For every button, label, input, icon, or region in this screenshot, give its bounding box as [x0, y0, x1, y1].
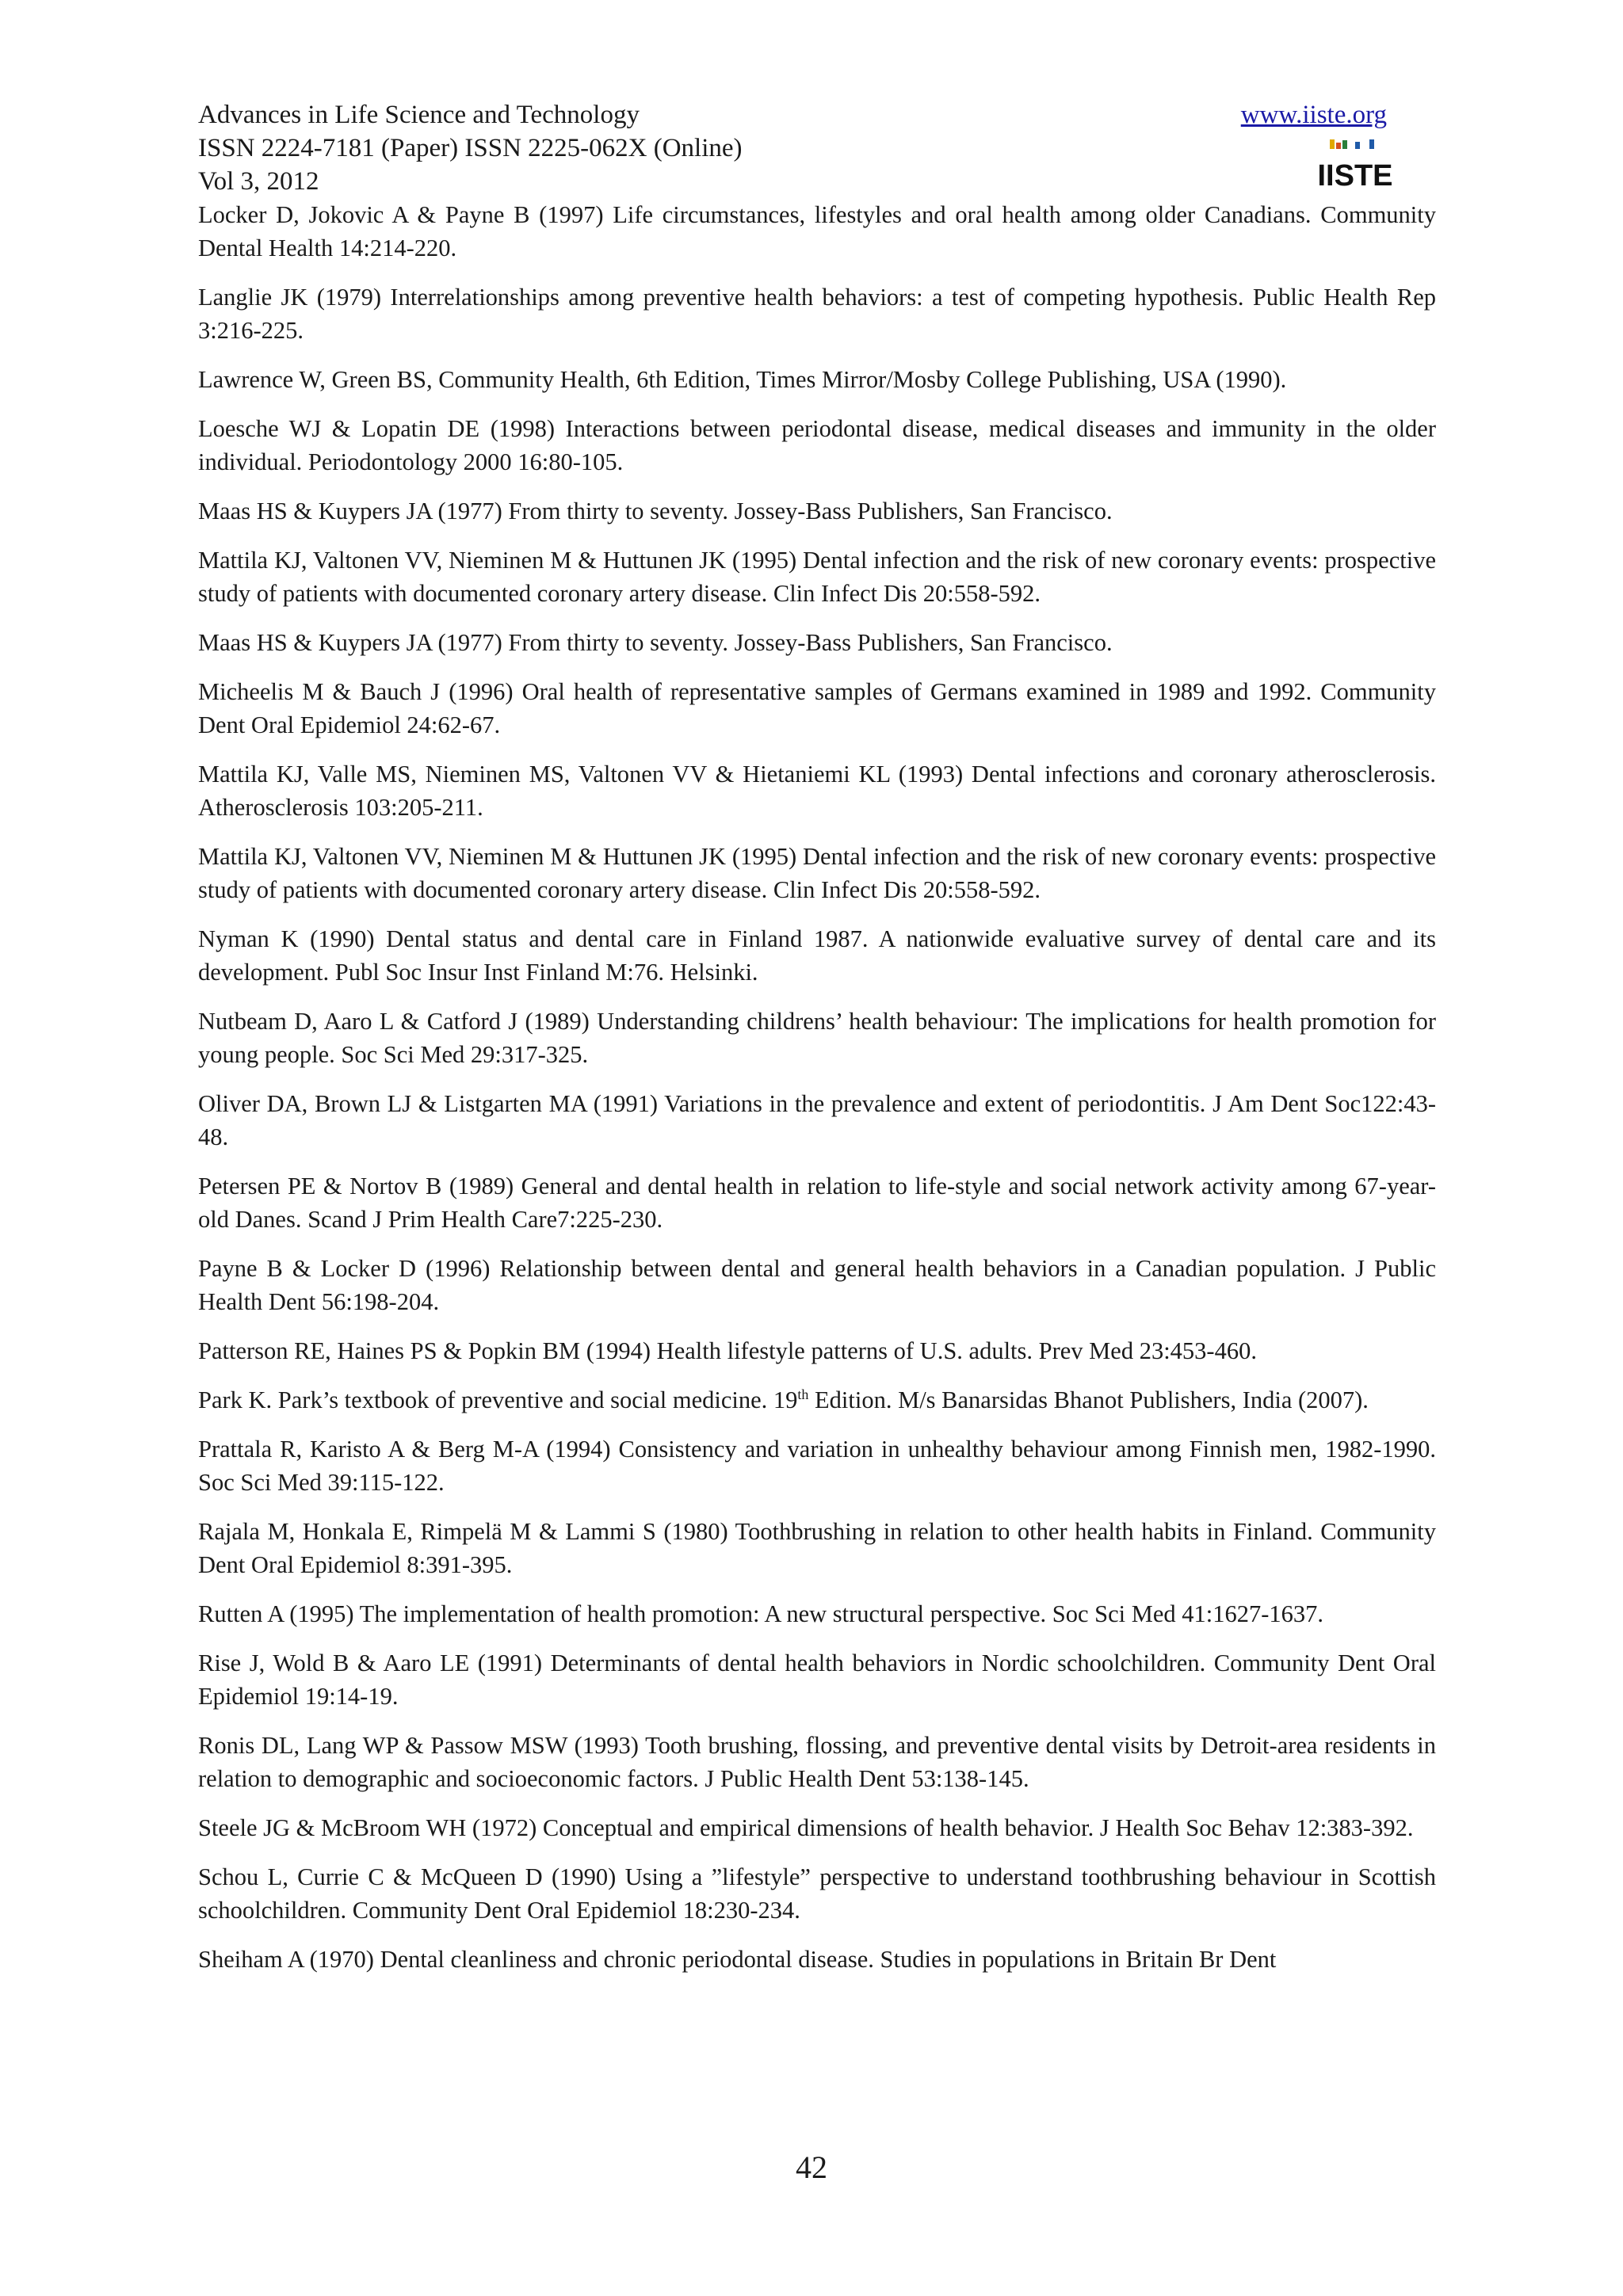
logo-bar [1342, 140, 1347, 149]
logo-text: IISTE [1317, 159, 1393, 193]
reference-list [198, 198, 1436, 1992]
edition-superscript: th [797, 1386, 809, 1402]
iiste-logo [1317, 138, 1393, 193]
reference-item: Payne B & Locker D (1996) Relationship between dental and general health behaviors in a Canadian population. J Public Health Dent 56:198-204. [198, 1255, 1436, 1315]
reference-item: Mattila KJ, Valtonen VV, Nieminen M & Huttunen JK (1995) Dental infection and the risk of new coronary events: prospective study of patients with documented coronary artery disease. Clin Infect Dis 20:558-592. [198, 547, 1436, 607]
reference-text: Park K. Park’s textbook of preventive and social medicine. 19 [198, 1386, 798, 1413]
reference-text: Edition. M/s Banarsidas Bhanot Publishers, India (2007). [808, 1386, 1369, 1413]
logo-bar [1336, 143, 1341, 149]
reference-item: Oliver DA, Brown LJ & Listgarten MA (1991) Variations in the prevalence and extent of periodontitis. J Am Dent Soc122:43-48. [198, 1090, 1436, 1150]
reference-item: Locker D, Jokovic A & Payne B (1997) Life circumstances, lifestyles and oral health among older Canadians. Community Dental Health 14:214-220. [198, 201, 1436, 261]
reference-item: Patterson RE, Haines PS & Popkin BM (1994) Health lifestyle patterns of U.S. adults. Prev Med 23:453-460. [198, 1337, 1257, 1364]
issn-line: ISSN 2224-7181 (Paper) ISSN 2225-062X (Online) [198, 134, 743, 162]
reference-item [198, 1383, 1436, 1417]
reference-item: Prattala R, Karisto A & Berg M-A (1994) Consistency and variation in unhealthy behaviour among Finnish men, 1982-1990. Soc Sci Med 39:115-122. [198, 1436, 1436, 1496]
reference-item: Loesche WJ & Lopatin DE (1998) Interactions between periodontal disease, medical diseases and immunity in the older individual. Periodontology 2000 16:80-105. [198, 415, 1436, 475]
reference-item: Nutbeam D, Aaro L & Catford J (1989) Understanding childrens’ health behaviour: The implications for health promotion for young people. Soc Sci Med 29:317-325. [198, 1008, 1436, 1068]
reference-item: Nyman K (1990) Dental status and dental care in Finland 1987. A nationwide evaluative survey of dental care and its development. Publ Soc Insur Inst Finland M:76. Helsinki. [198, 925, 1436, 986]
reference-item: Mattila KJ, Valtonen VV, Nieminen M & Huttunen JK (1995) Dental infection and the risk of new coronary events: prospective study of patients with documented coronary artery disease. Clin Infect Dis 20:558-592. [198, 843, 1436, 903]
website-link[interactable]: www.iiste.org [1240, 101, 1387, 129]
reference-item: Rise J, Wold B & Aaro LE (1991) Determinants of dental health behaviors in Nordic schoolchildren. Community Dent Oral Epidemiol 19:14-19. [198, 1650, 1436, 1710]
reference-item: Schou L, Currie C & McQueen D (1990) Using a ”lifestyle” perspective to understand toothbrushing behaviour in Scottish schoolchildren. Community Dent Oral Epidemiol 18:230-234. [198, 1863, 1436, 1924]
reference-item: Mattila KJ, Valle MS, Nieminen MS, Valtonen VV & Hietaniemi KL (1993) Dental infections and coronary atherosclerosis. Atherosclerosis 103:205-211. [198, 761, 1436, 821]
reference-item: Maas HS & Kuypers JA (1977) From thirty to seventy. Jossey-Bass Publishers, San Francisco. [198, 498, 1113, 524]
reference-item: Sheiham A (1970) Dental cleanliness and chronic periodontal disease. Studies in populations in Britain Br Dent [198, 1946, 1277, 1973]
journal-title: Advances in Life Science and Technology [198, 101, 640, 129]
reference-item: Rajala M, Honkala E, Rimpelä M & Lammi S (1980) Toothbrushing in relation to other health habits in Finland. Community Dent Oral Epidemiol 8:391-395. [198, 1518, 1436, 1578]
page-number: 42 [796, 2149, 827, 2185]
reference-item: Lawrence W, Green BS, Community Health, 6th Edition, Times Mirror/Mosby College Publishing, USA (1990). [198, 366, 1287, 393]
reference-item: Langlie JK (1979) Interrelationships among preventive health behaviors: a test of competing hypothesis. Public Health Rep 3:216-225. [198, 284, 1436, 344]
logo-bar [1355, 142, 1360, 149]
reference-item: Micheelis M & Bauch J (1996) Oral health of representative samples of Germans examined in 1989 and 1992. Community Dent Oral Epidemiol 24:62-67. [198, 678, 1436, 738]
volume-line: Vol 3, 2012 [198, 167, 319, 196]
reference-item: Petersen PE & Nortov B (1989) General and dental health in relation to life-style and social network activity among 67-year-old Danes. Scand J Prim Health Care7:225-230. [198, 1173, 1436, 1233]
reference-item: Rutten A (1995) The implementation of health promotion: A new structural perspective. Soc Sci Med 41:1627-1637. [198, 1600, 1323, 1627]
logo-bar [1369, 139, 1374, 149]
reference-item: Ronis DL, Lang WP & Passow MSW (1993) Tooth brushing, flossing, and preventive dental visits by Detroit-area residents in relation to demographic and socioeconomic factors. J Public Health Dent 53:138-145. [198, 1732, 1436, 1792]
reference-item: Maas HS & Kuypers JA (1977) From thirty to seventy. Jossey-Bass Publishers, San Francisco. [198, 629, 1113, 656]
logo-bar [1330, 139, 1335, 149]
journal-header [198, 98, 1387, 198]
reference-item: Steele JG & McBroom WH (1972) Conceptual and empirical dimensions of health behavior. J Health Soc Behav 12:383-392. [198, 1814, 1414, 1841]
